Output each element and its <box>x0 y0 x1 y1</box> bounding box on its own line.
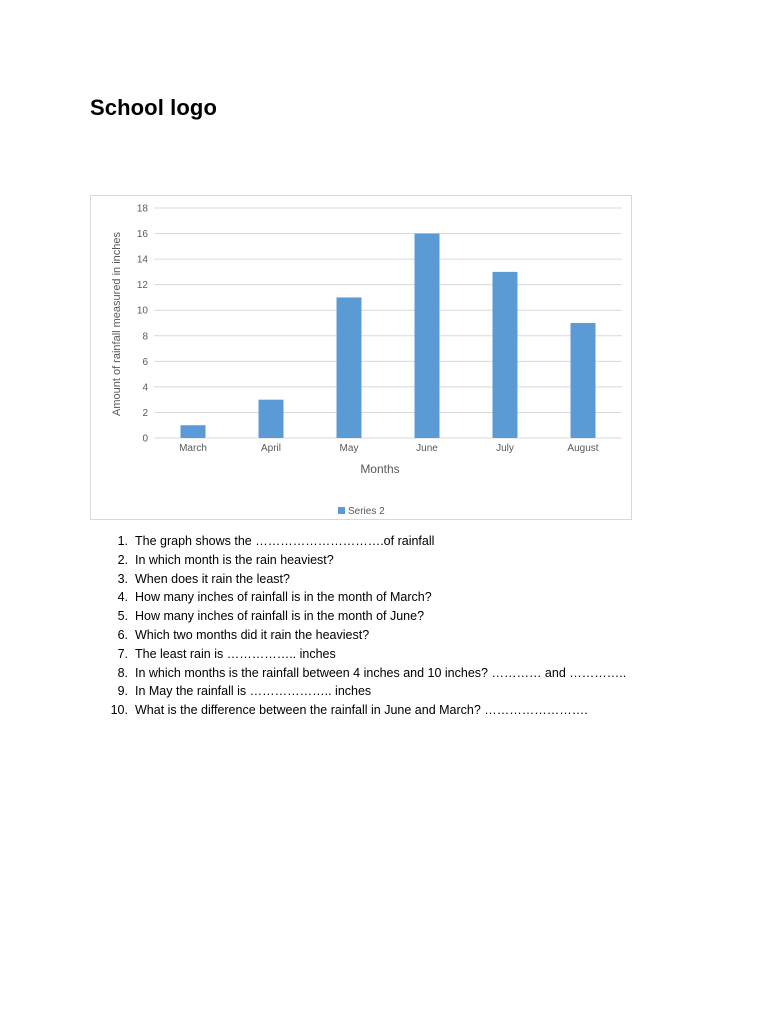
question-item <box>104 701 626 720</box>
question-number: 6. <box>117 627 128 642</box>
x-tick-label: May <box>339 443 359 454</box>
question-text: In May the rainfall is ……………….. inches <box>135 684 372 699</box>
question-item <box>104 607 626 626</box>
bar-april <box>259 400 284 438</box>
question-text: How many inches of rainfall is in the month of June? <box>135 609 425 624</box>
page-title: School logo <box>90 95 217 120</box>
bar-may <box>337 297 362 438</box>
rainfall-chart <box>90 195 632 520</box>
y-tick-label: 0 <box>142 433 148 445</box>
y-tick-label: 14 <box>136 254 148 266</box>
question-item <box>104 626 626 645</box>
y-tick-label: 12 <box>136 280 148 292</box>
question-number: 5. <box>117 609 128 624</box>
question-item <box>104 645 626 664</box>
legend-label: Series 2 <box>348 506 385 517</box>
gridlines <box>154 208 622 438</box>
question-number: 2. <box>117 552 128 567</box>
question-item <box>104 570 626 589</box>
bar-june <box>415 234 440 438</box>
y-axis-ticks <box>137 204 149 445</box>
question-text: Which two months did it rain the heaviest? <box>135 627 370 642</box>
legend <box>338 506 385 517</box>
question-item <box>104 551 626 570</box>
x-tick-label: April <box>260 443 282 454</box>
question-text: The graph shows the ………………………….of rainfall <box>135 534 435 548</box>
question-item <box>104 664 626 683</box>
y-tick-label: 6 <box>142 356 148 368</box>
question-item <box>104 682 626 701</box>
question-list <box>104 532 626 720</box>
legend-swatch <box>338 507 345 514</box>
question-number: 10. <box>110 703 128 718</box>
question-text: How many inches of rainfall is in the month of March? <box>135 590 432 605</box>
question-number: 4. <box>117 590 128 605</box>
question-text: The least rain is …………….. inches <box>135 646 336 661</box>
x-tick-label: July <box>496 443 514 454</box>
x-tick-label: August <box>567 443 599 454</box>
y-axis-title: Amount of rainfall measured in inches <box>111 231 123 417</box>
y-tick-label: 16 <box>136 229 148 241</box>
x-tick-label: March <box>179 443 207 454</box>
y-tick-label: 18 <box>136 203 148 215</box>
x-axis-title: Months <box>360 462 400 476</box>
bar-july <box>493 272 518 438</box>
question-item <box>104 588 626 607</box>
x-tick-label: June <box>416 443 438 454</box>
question-item <box>104 532 626 551</box>
y-tick-label: 4 <box>142 382 148 394</box>
y-tick-label: 8 <box>142 331 148 343</box>
bar-august <box>571 323 596 438</box>
rainfall-bar-chart <box>91 196 631 519</box>
question-number: 7. <box>117 646 128 661</box>
question-number: 9. <box>117 684 128 699</box>
question-number: 3. <box>117 571 128 586</box>
y-tick-label: 10 <box>136 305 148 317</box>
bar-march <box>181 425 206 438</box>
question-text: What is the difference between the rainfall in June and March? ……………………. <box>135 703 588 718</box>
question-text: When does it rain the least? <box>135 571 290 586</box>
question-text: In which month is the rain heaviest? <box>135 552 334 567</box>
y-tick-label: 2 <box>142 407 148 419</box>
question-number: 8. <box>117 665 128 680</box>
x-axis-ticks <box>179 443 599 454</box>
question-number: 1. <box>117 534 128 548</box>
question-text: In which months is the rainfall between 4 inches and 10 inches? ………… and ………….. <box>135 665 627 680</box>
